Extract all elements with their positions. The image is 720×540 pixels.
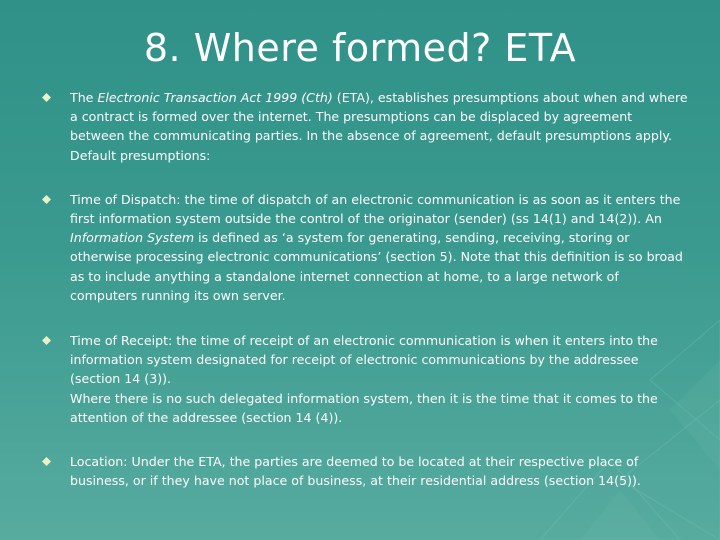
item-text-part: (ETA), establishes presumptions about when and where a contract is formed over the internet. The presumptions can be displaced by agreement between the communicating parties. In the absence of agreement, default presumptions apply. Default presumptions: xyxy=(70,90,688,163)
diamond-bullet-icon xyxy=(42,336,51,345)
diamond-bullet-icon xyxy=(42,457,51,466)
item-heading: Time of Dispatch xyxy=(70,191,177,207)
item-text-part-italic: Electronic Transaction Act 1999 (Cth) xyxy=(97,90,333,105)
item-second-paragraph: Where there is no such delegated information system, then it is the time that it comes to the attention of the addressee (section 14 (4)). xyxy=(70,390,658,425)
item-text-part: The xyxy=(70,90,98,105)
bullet-list xyxy=(40,88,690,490)
list-item xyxy=(40,190,690,305)
diamond-bullet-icon xyxy=(42,93,51,102)
item-text-part: is defined as ‘a system for generating, sending, receiving, storing or otherwise processing electronic communications’ (section 5). Note that this definition is so broad as to include anything a standalone internet connection at home, to a large network of computers running its own server. xyxy=(70,230,683,303)
item-heading: Time of Receipt xyxy=(70,333,169,349)
list-item xyxy=(40,452,690,490)
list-item xyxy=(40,88,690,165)
list-item xyxy=(40,331,690,427)
item-text-part: : the time of dispatch of an electronic communication is as soon as it enters the first information system outside the control of the originator (sender) (ss 14(1) and 14(2)). An xyxy=(70,191,681,227)
item-heading: Location xyxy=(70,454,124,470)
item-text-part-italic: Information System xyxy=(70,230,195,246)
slide-title: 8. Where formed? ETA xyxy=(143,26,577,70)
item-text-part: : the time of receipt of an electronic communication is when it enters into the information system designated for receipt of electronic communications by the addressee (section 14 (3)). xyxy=(70,333,658,387)
diamond-bullet-icon xyxy=(42,195,51,204)
item-text-part: : Under the ETA, the parties are deemed to be located at their respective place of business, or if they have not place of business, at their residential address (section 14(5)). xyxy=(70,454,641,489)
